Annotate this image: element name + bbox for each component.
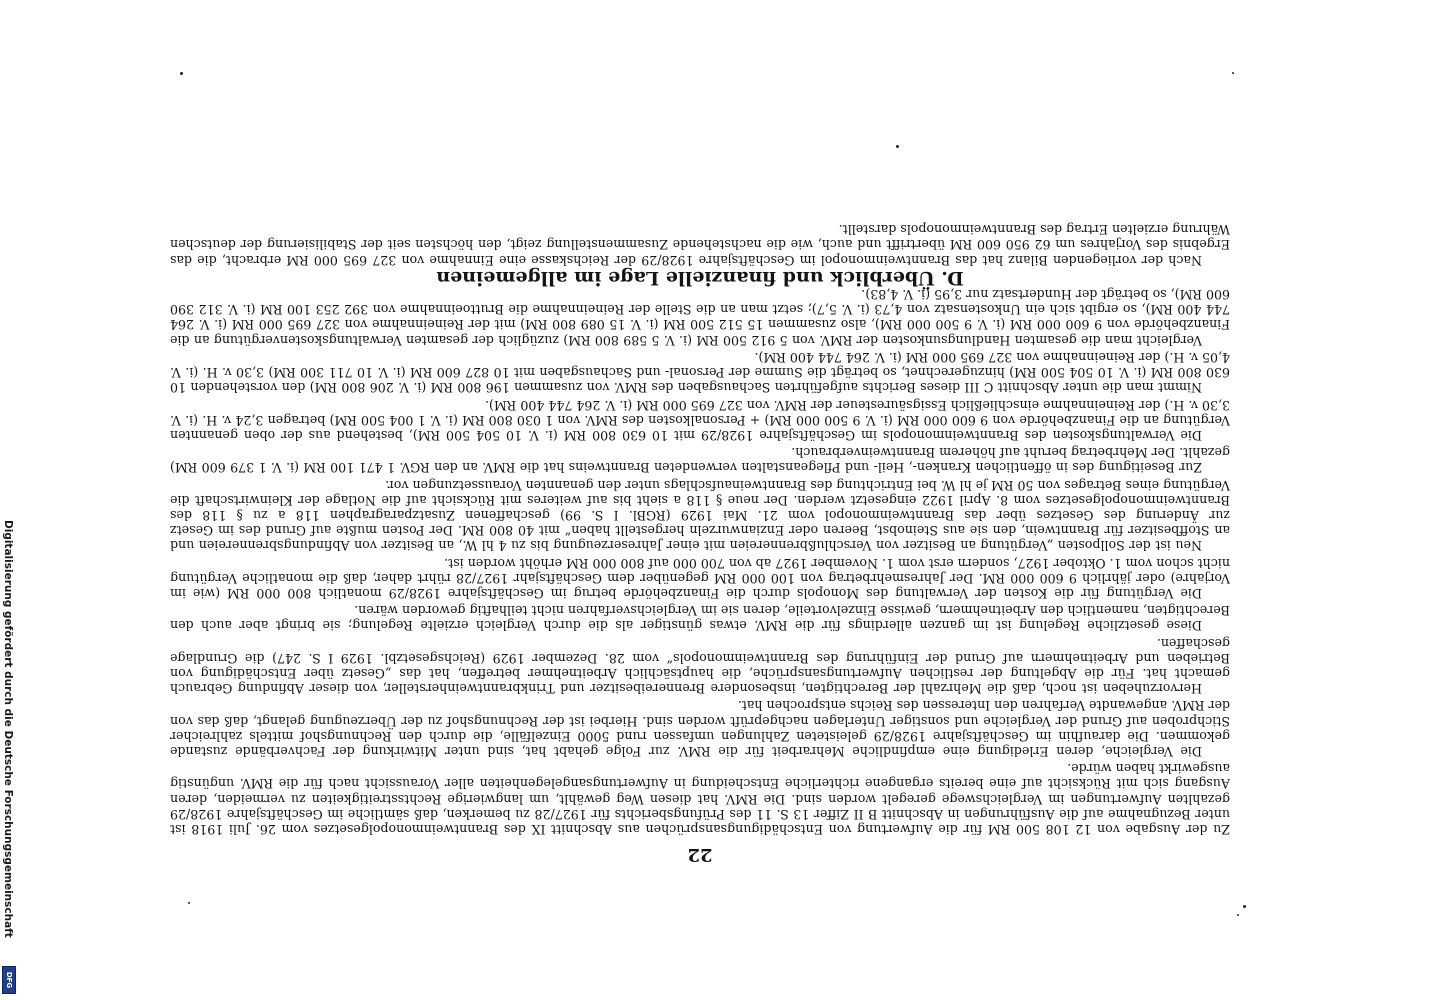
paragraph: Hervorzuheben ist noch, daß die Mehrzahl der Berechtigten, insbesondere Brennereibesitzer und Trinkbranntweinhersteller, von dieser Abfindung Gebrauch gemacht hat. Für die Abgeltung der restlichen Aufwertungsansprüche, die hauptsächlich Arbeitnehmer betreffen, hat das „Gesetz über Entschädigung von Betrieben und Arbeitnehmern auf Grund der Einführung des Branntweinmonopols“ vom 28. Dezember 1929 (Reichsgesetzbl. 1929 I S. 247) die Grundlage geschaffen. [170,635,1230,697]
paragraph: Die Vergleiche, deren Erledigung eine empfindliche Mehrarbeit für die RMV. zur Folge gehabt hat, sind unter Mitwirkung der Fachverbände zustande gekommen. Die daraufhin im Geschäftsjahre 1928/29 geleisteten Zahlungen umfassen rund 5000 Einzelfälle, die durch den Rechnungshof mittels zahlreicher Stichproben auf Grund der Vergleiche und sonstiger Unterlagen nachgeprüft worden sind. Hierbei ist der Rechnungshof zu der Überzeugung gelangt, daß das von der RMV. angewandte Verfahren den Interessen des Reichs entsprochen hat. [170,698,1230,759]
logo-text: DFG [5,971,13,989]
paragraph: Die Vergütung für die Kosten der Verwaltung des Monopols durch die Finanzbehörde betrug im Geschäftsjahre 1928/29 monatlich 800 000 RM (wie im Vorjahre) oder jährlich 9 600 000 RM. Der Jahresmehrbetrag von 100 000 RM gegenüber dem Geschäftsjahr 1927/28 rührt daher, daß die monatliche Vergütung nicht schon vom 1. Oktober 1927, sondern erst vom 1. November 1927 ab von 700 000 auf 800 000 RM erhöht worden ist. [170,555,1230,601]
digitization-credit [0,520,19,998]
paragraph: Nach der vorliegenden Bilanz hat das Branntweinmonopol im Geschäftsjahre 1928/29 der Reichskasse eine Einnahme von 327 695 000 RM erbracht, die das Ergebnis des Vorjahres um 62 950 600 RM übertrifft und auch, wie die nachstehende Zusammenstellung zeigt, den höchsten seit der Stabilisierung der deutschen Währung erzielten Ertrag des Branntweinmonopols darstellt. [170,222,1230,268]
paragraph: Diese gesetzliche Regelung ist im ganzen allerdings für die RMV. etwas günstiger als die durch Vergleich erzielte Regelung; sie bringt aber auch den Berechtigten, namentlich den Arbeitnehmern, gewisse Einzelvorteile, deren sie im Vergleichsverfahren nicht teilhaftig geworden wären. [170,603,1230,634]
body-text [170,220,1230,837]
document-page [170,95,1230,865]
scan-speck [1237,914,1239,916]
scan-speck [896,145,899,148]
scan-speck [180,72,183,75]
paragraph: Neu ist der Sollposten „Vergütung an Besitzer von Verschlußbrennereien mit einer Jahreserzeugung bis zu 4 hl W., an Besitzer von Abfindungsbrennereien und an Stoffbesitzer für Branntwein, den sie aus Steinobst, Beeren oder Enzianwurzeln hergestellt haben“ mit 40 800 RM. Der Posten mußte auf Grund des im Gesetz zur Änderung des Gesetzes über das Branntweinmonopol vom 21. Mai 1929 (RGBl. I S. 99) geschaffenen Zusatzparagraphen 118 a zu § 118 des Branntweinmonopolgesetzes vom 8. April 1922 eingesetzt werden. Der neue § 118 a sieht bis auf weiteres mit Rücksicht auf die Notlage der Kleinwirtschaft die Vergütung eines Betrages von 50 RM je hl W. bei Entrichtung des Branntweinaufschlags unter den genannten Voraussetzungen vor. [170,477,1230,554]
paragraph: Die Verwaltungskosten des Branntweinmonopols im Geschäftsjahre 1928/29 mit 10 630 800 RM (i. V. 10 504 500 RM), bestehend aus der oben genannten Vergütung an die Finanzbehörde von 9 600 000 RM (i. V. 9 500 000 RM) + Personalkosten des RMV. von 1 030 800 RM (i. V. 1 004 500 RM) betragen 3,24 v. H. (i. V. 3,30 v. H.) der Reineinnahme einschließlich Essigsäuresteuer der RMV. von 327 695 000 RM (i. V. 264 744 400 RM). [170,397,1230,443]
scan-speck [1232,72,1234,74]
scan-speck [1243,905,1246,908]
paragraph: Zu der Ausgabe von 12 108 500 RM für die Aufwertung von Entschädigungsansprüchen aus Abschnitt IX des Branntweinmonopolgesetzes vom 26. Juli 1918 ist unter Bezugnahme auf die Ausführungen in Abschnitt B II Ziffer 13 S. 11 des Prüfungsberichts für 1927/28 zu bemerken, daß sämtliche im Geschäftsjahre 1928/29 gezahlten Aufwertungen im Vergleichswege geregelt worden sind. Die RMV. hat diesen Weg gewählt, um langwierige Rechtsstreitigkeiten zu vermeiden, deren Ausgang sich mit Rücksicht auf eine bereits ergangene richterliche Entscheidung in Aufwertungsangelegenheiten aller Voraussicht nach für die RMV. ungünstig ausgewirkt haben würde. [170,761,1230,837]
section-heading: D. Überblick und finanzielle Lage im allgemeinen [436,266,964,289]
scan-speck [188,902,190,904]
page-number: 22 [687,844,713,865]
credit-text: Digitalisierung gefördert durch die Deutsche Forschungsgemeinschaft [2,520,14,938]
paragraph: Nimmt man die unter Abschnitt C III dieses Berichts aufgeführten Sachausgaben des RMV. von zusammen 196 800 RM (i. V. 206 800 RM) den vorstehenden 10 630 800 RM (i. V. 10 504 500 RM) hinzugerechnet, so beträgt die Summe der Personal- und Sachausgaben mit 10 827 600 RM (i. V. 10 711 300 RM) 3,30 v. H. (i. V. 4,05 v. H.) der Reineinnahme von 327 695 000 RM (i. V. 264 744 400 RM). [170,349,1230,396]
dfg-logo-icon [2,966,16,994]
paragraph: Zur Beseitigung des in öffentlichen Kranken-, Heil- und Pflegeanstalten verwendeten Branntweins hat die RMV. an den RGV. 1 471 100 RM (i. V. 1 379 600 RM) gezahlt. Der Mehrbetrag beruht auf höherem Branntweinverbrauch. [170,445,1230,476]
paragraph: Vergleicht man die gesamten Handlungsunkosten der RMV. von 5 912 500 RM (i. V. 5 589 800 RM) zuzüglich der gesamten Verwaltungskostenvergütung an die Finanzbehörde von 9 600 000 RM (i. V. 9 500 000 RM), also zusammen 15 512 500 RM (i. V. 15 089 800 RM) mit der Reineinnahme von 327 695 000 RM (i. V. 264 744 400 RM), so ergibt sich ein Unkostensatz von 4,73 (i. V. 5,7); setzt man an die Stelle der Reineinnahme die Bruttoeinnahme von 392 253 100 RM (i. V. 312 390 600 RM), so beträgt der Hundertsatz nur 3,95 (i. V. 4,83). [170,287,1230,348]
